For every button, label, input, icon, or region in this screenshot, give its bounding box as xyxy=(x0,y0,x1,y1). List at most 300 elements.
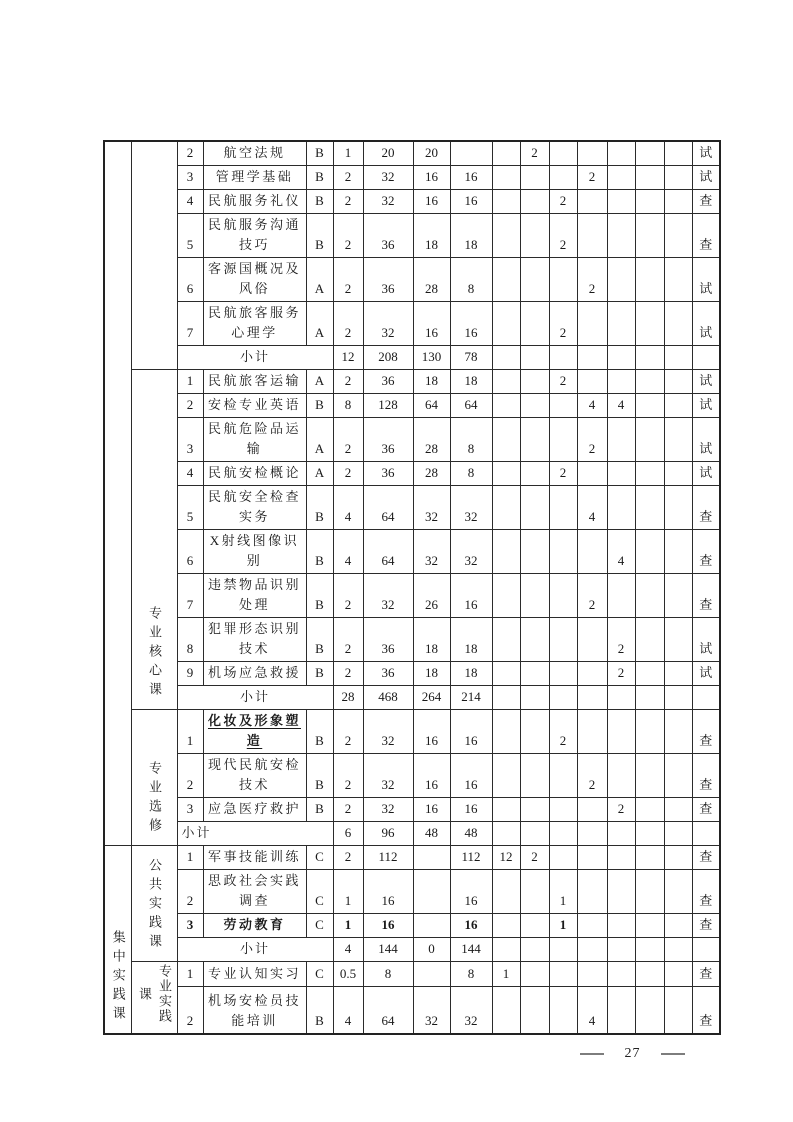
total-hours-cell: 128 xyxy=(363,394,413,418)
assessment-cell: 查 xyxy=(692,870,720,914)
semester-5-cell xyxy=(607,686,635,710)
semester-6-cell xyxy=(635,938,664,962)
theory-hours-cell: 16 xyxy=(413,754,450,798)
subtotal-credit-cell: 6 xyxy=(333,822,363,846)
credit-cell: 2 xyxy=(333,798,363,822)
assessment-cell: 查 xyxy=(692,962,720,987)
course-type-cell: A xyxy=(306,462,333,486)
credit-cell: 1 xyxy=(333,141,363,166)
semester-5-cell xyxy=(607,214,635,258)
practice-hours-cell: 16 xyxy=(450,798,492,822)
semester-1-cell xyxy=(492,530,520,574)
page-number-dash-left xyxy=(580,1053,604,1055)
semester-7-cell xyxy=(664,486,692,530)
row-number-cell: 1 xyxy=(177,962,203,987)
row-number-cell: 6 xyxy=(177,530,203,574)
semester-4-cell xyxy=(577,662,607,686)
semester-7-cell xyxy=(664,686,692,710)
semester-2-cell xyxy=(520,302,549,346)
assessment-cell: 试 xyxy=(692,618,720,662)
semester-5-cell: 2 xyxy=(607,798,635,822)
semester-5-cell xyxy=(607,370,635,394)
semester-4-cell xyxy=(577,370,607,394)
total-hours-cell: 36 xyxy=(363,370,413,394)
course-type-cell: B xyxy=(306,574,333,618)
course-type-cell: A xyxy=(306,302,333,346)
semester-6-cell xyxy=(635,346,664,370)
credit-cell: 2 xyxy=(333,370,363,394)
semester-2-cell xyxy=(520,166,549,190)
semester-4-cell xyxy=(577,302,607,346)
subtotal-theory-hours-cell: 48 xyxy=(413,822,450,846)
semester-4-cell xyxy=(577,914,607,938)
course-type-cell: B xyxy=(306,166,333,190)
assessment-cell xyxy=(692,822,720,846)
credit-cell: 1 xyxy=(333,870,363,914)
assessment-cell: 查 xyxy=(692,214,720,258)
practice-hours-cell: 18 xyxy=(450,618,492,662)
total-hours-cell: 32 xyxy=(363,302,413,346)
assessment-cell: 试 xyxy=(692,258,720,302)
semester-2-cell xyxy=(520,798,549,822)
course-name-cell: 军事技能训练 xyxy=(203,846,306,870)
semester-5-cell xyxy=(607,870,635,914)
course-row xyxy=(104,141,720,166)
semester-1-cell xyxy=(492,662,520,686)
semester-2-cell xyxy=(520,418,549,462)
semester-2-cell xyxy=(520,530,549,574)
semester-2-cell xyxy=(520,618,549,662)
semester-2-cell xyxy=(520,370,549,394)
semester-4-cell xyxy=(577,798,607,822)
total-hours-cell: 32 xyxy=(363,710,413,754)
semester-5-cell xyxy=(607,346,635,370)
semester-4-cell: 2 xyxy=(577,754,607,798)
semester-5-cell xyxy=(607,987,635,1034)
credit-cell: 2 xyxy=(333,710,363,754)
theory-hours-cell: 16 xyxy=(413,302,450,346)
semester-5-cell: 2 xyxy=(607,662,635,686)
semester-3-cell: 2 xyxy=(549,370,577,394)
semester-4-cell xyxy=(577,686,607,710)
row-number-cell: 1 xyxy=(177,710,203,754)
semester-3-cell xyxy=(549,618,577,662)
credit-cell: 2 xyxy=(333,754,363,798)
row-number-cell: 6 xyxy=(177,258,203,302)
semester-6-cell xyxy=(635,754,664,798)
course-row xyxy=(104,190,720,214)
practice-hours-cell: 16 xyxy=(450,302,492,346)
semester-2-cell xyxy=(520,710,549,754)
semester-2-cell: 2 xyxy=(520,141,549,166)
total-hours-cell: 32 xyxy=(363,574,413,618)
semester-2-cell: 2 xyxy=(520,846,549,870)
semester-6-cell xyxy=(635,370,664,394)
theory-hours-cell: 20 xyxy=(413,141,450,166)
theory-hours-cell: 32 xyxy=(413,530,450,574)
total-hours-cell: 64 xyxy=(363,530,413,574)
category-inner-cell-label: 专业实践课 xyxy=(137,964,172,1024)
course-name-cell: 违禁物品识别处理 xyxy=(203,574,306,618)
course-row xyxy=(104,530,720,574)
semester-2-cell xyxy=(520,662,549,686)
total-hours-cell: 32 xyxy=(363,166,413,190)
course-type-cell: B xyxy=(306,141,333,166)
semester-1-cell xyxy=(492,462,520,486)
course-name-cell: 民航旅客服务心理学 xyxy=(203,302,306,346)
row-number-cell: 2 xyxy=(177,870,203,914)
semester-6-cell xyxy=(635,574,664,618)
course-row xyxy=(104,618,720,662)
course-row xyxy=(104,710,720,754)
row-number-cell: 9 xyxy=(177,662,203,686)
theory-hours-cell xyxy=(413,914,450,938)
semester-2-cell xyxy=(520,462,549,486)
course-row xyxy=(104,214,720,258)
course-name-cell: X射线图像识别 xyxy=(203,530,306,574)
semester-3-cell: 1 xyxy=(549,870,577,914)
semester-5-cell xyxy=(607,141,635,166)
theory-hours-cell: 16 xyxy=(413,190,450,214)
credit-cell: 1 xyxy=(333,914,363,938)
semester-6-cell xyxy=(635,166,664,190)
semester-1-cell xyxy=(492,370,520,394)
semester-3-cell xyxy=(549,798,577,822)
practice-hours-cell: 16 xyxy=(450,166,492,190)
semester-7-cell xyxy=(664,662,692,686)
course-row xyxy=(104,914,720,938)
semester-2-cell xyxy=(520,394,549,418)
semester-6-cell xyxy=(635,418,664,462)
subtotal-practice-hours-cell: 48 xyxy=(450,822,492,846)
semester-1-cell xyxy=(492,987,520,1034)
row-number-cell: 7 xyxy=(177,574,203,618)
page-footer xyxy=(580,1045,685,1063)
semester-3-cell: 2 xyxy=(549,462,577,486)
subtotal-total-hours-cell: 468 xyxy=(363,686,413,710)
course-name-cell xyxy=(203,710,306,754)
total-hours-cell: 36 xyxy=(363,462,413,486)
subtotal-total-hours-cell: 96 xyxy=(363,822,413,846)
row-number-cell: 4 xyxy=(177,462,203,486)
semester-4-cell xyxy=(577,846,607,870)
semester-5-cell xyxy=(607,754,635,798)
theory-hours-cell: 64 xyxy=(413,394,450,418)
course-type-cell: C xyxy=(306,914,333,938)
total-hours-cell: 112 xyxy=(363,846,413,870)
semester-1-cell xyxy=(492,754,520,798)
total-hours-cell: 20 xyxy=(363,141,413,166)
practice-hours-cell: 18 xyxy=(450,370,492,394)
theory-hours-cell: 16 xyxy=(413,710,450,754)
semester-5-cell xyxy=(607,938,635,962)
credit-cell: 2 xyxy=(333,302,363,346)
semester-6-cell xyxy=(635,618,664,662)
semester-1-cell xyxy=(492,618,520,662)
semester-1-cell xyxy=(492,190,520,214)
credit-cell: 0.5 xyxy=(333,962,363,987)
course-type-cell: B xyxy=(306,394,333,418)
semester-2-cell xyxy=(520,754,549,798)
semester-1-cell xyxy=(492,710,520,754)
semester-1-cell xyxy=(492,938,520,962)
total-hours-cell: 36 xyxy=(363,662,413,686)
semester-3-cell xyxy=(549,846,577,870)
course-name-cell: 现代民航安检技术 xyxy=(203,754,306,798)
course-name-cell: 思政社会实践调查 xyxy=(203,870,306,914)
semester-1-cell xyxy=(492,486,520,530)
semester-1-cell xyxy=(492,302,520,346)
assessment-cell: 查 xyxy=(692,486,720,530)
semester-3-cell: 2 xyxy=(549,710,577,754)
semester-5-cell xyxy=(607,486,635,530)
semester-4-cell xyxy=(577,710,607,754)
semester-7-cell xyxy=(664,370,692,394)
total-hours-cell: 36 xyxy=(363,214,413,258)
semester-4-cell xyxy=(577,618,607,662)
row-number-cell: 8 xyxy=(177,618,203,662)
semester-5-cell: 4 xyxy=(607,394,635,418)
theory-hours-cell: 18 xyxy=(413,618,450,662)
semester-6-cell xyxy=(635,710,664,754)
course-name-cell-text: 劳动教育 xyxy=(223,917,286,932)
semester-3-cell xyxy=(549,486,577,530)
course-type-cell: B xyxy=(306,710,333,754)
subtotal-total-hours-cell: 144 xyxy=(363,938,413,962)
course-row xyxy=(104,870,720,914)
assessment-cell xyxy=(692,686,720,710)
row-number-cell: 3 xyxy=(177,166,203,190)
semester-6-cell xyxy=(635,822,664,846)
practice-hours-cell: 16 xyxy=(450,914,492,938)
semester-7-cell xyxy=(664,987,692,1034)
assessment-cell: 查 xyxy=(692,190,720,214)
semester-1-cell xyxy=(492,394,520,418)
practice-hours-cell: 16 xyxy=(450,574,492,618)
course-type-cell: A xyxy=(306,258,333,302)
practice-hours-cell: 16 xyxy=(450,754,492,798)
semester-2-cell xyxy=(520,190,549,214)
semester-1-cell: 12 xyxy=(492,846,520,870)
subtotal-label-cell: 小计 xyxy=(177,822,333,846)
semester-4-cell xyxy=(577,141,607,166)
semester-2-cell xyxy=(520,938,549,962)
semester-7-cell xyxy=(664,302,692,346)
subtotal-practice-hours-cell: 144 xyxy=(450,938,492,962)
category-outer-cell xyxy=(104,141,131,846)
subtotal-practice-hours-cell: 214 xyxy=(450,686,492,710)
category-inner-cell-label: 专业核心课 xyxy=(147,606,162,701)
semester-5-cell xyxy=(607,462,635,486)
category-inner-cell-label: 专业选修 xyxy=(147,761,162,837)
assessment-cell: 试 xyxy=(692,141,720,166)
assessment-cell: 查 xyxy=(692,846,720,870)
assessment-cell: 查 xyxy=(692,530,720,574)
semester-6-cell xyxy=(635,914,664,938)
semester-4-cell xyxy=(577,822,607,846)
row-number-cell: 4 xyxy=(177,190,203,214)
semester-2-cell xyxy=(520,258,549,302)
credit-cell: 4 xyxy=(333,486,363,530)
semester-7-cell xyxy=(664,214,692,258)
semester-6-cell xyxy=(635,530,664,574)
credit-cell: 4 xyxy=(333,530,363,574)
semester-1-cell xyxy=(492,346,520,370)
practice-hours-cell xyxy=(450,141,492,166)
semester-3-cell xyxy=(549,574,577,618)
semester-5-cell xyxy=(607,258,635,302)
row-number-cell: 2 xyxy=(177,141,203,166)
semester-3-cell xyxy=(549,166,577,190)
credit-cell: 2 xyxy=(333,418,363,462)
subtotal-label-cell: 小计 xyxy=(177,346,333,370)
row-number-cell: 2 xyxy=(177,394,203,418)
semester-4-cell: 2 xyxy=(577,166,607,190)
course-row xyxy=(104,418,720,462)
theory-hours-cell: 28 xyxy=(413,462,450,486)
assessment-cell: 查 xyxy=(692,798,720,822)
semester-3-cell xyxy=(549,662,577,686)
semester-3-cell xyxy=(549,686,577,710)
semester-2-cell xyxy=(520,914,549,938)
assessment-cell: 试 xyxy=(692,370,720,394)
row-number-cell: 2 xyxy=(177,754,203,798)
semester-3-cell xyxy=(549,530,577,574)
semester-1-cell xyxy=(492,686,520,710)
semester-7-cell xyxy=(664,710,692,754)
course-type-cell: B xyxy=(306,662,333,686)
credit-cell: 4 xyxy=(333,987,363,1034)
semester-3-cell xyxy=(549,394,577,418)
subtotal-row xyxy=(104,938,720,962)
course-name-cell: 专业认知实习 xyxy=(203,962,306,987)
total-hours-cell: 32 xyxy=(363,190,413,214)
semester-7-cell xyxy=(664,418,692,462)
subtotal-theory-hours-cell: 130 xyxy=(413,346,450,370)
row-number-cell: 1 xyxy=(177,846,203,870)
semester-2-cell xyxy=(520,574,549,618)
row-number-cell: 3 xyxy=(177,914,203,938)
semester-7-cell xyxy=(664,618,692,662)
total-hours-cell: 64 xyxy=(363,486,413,530)
semester-5-cell xyxy=(607,166,635,190)
semester-6-cell xyxy=(635,302,664,346)
semester-3-cell: 1 xyxy=(549,914,577,938)
theory-hours-cell: 32 xyxy=(413,486,450,530)
course-row xyxy=(104,486,720,530)
semester-7-cell xyxy=(664,938,692,962)
semester-6-cell xyxy=(635,141,664,166)
assessment-cell: 试 xyxy=(692,166,720,190)
semester-3-cell xyxy=(549,962,577,987)
credit-cell: 8 xyxy=(333,394,363,418)
credit-cell: 2 xyxy=(333,662,363,686)
semester-5-cell xyxy=(607,574,635,618)
course-type-cell: B xyxy=(306,987,333,1034)
category-inner-cell xyxy=(131,962,177,1035)
total-hours-cell: 64 xyxy=(363,987,413,1034)
credit-cell: 2 xyxy=(333,846,363,870)
semester-4-cell: 4 xyxy=(577,394,607,418)
credit-cell: 2 xyxy=(333,166,363,190)
course-name-cell: 民航旅客运输 xyxy=(203,370,306,394)
subtotal-theory-hours-cell: 0 xyxy=(413,938,450,962)
course-type-cell: B xyxy=(306,190,333,214)
category-outer-cell xyxy=(104,846,131,1035)
course-name-cell: 航空法规 xyxy=(203,141,306,166)
subtotal-theory-hours-cell: 264 xyxy=(413,686,450,710)
row-number-cell: 1 xyxy=(177,370,203,394)
semester-6-cell xyxy=(635,214,664,258)
theory-hours-cell xyxy=(413,846,450,870)
subtotal-credit-cell: 4 xyxy=(333,938,363,962)
assessment-cell: 试 xyxy=(692,394,720,418)
subtotal-label-cell: 小计 xyxy=(177,686,333,710)
practice-hours-cell: 64 xyxy=(450,394,492,418)
semester-4-cell xyxy=(577,870,607,914)
category-inner-cell-label: 公共实践课 xyxy=(147,858,162,953)
practice-hours-cell: 16 xyxy=(450,710,492,754)
course-type-cell: B xyxy=(306,618,333,662)
practice-hours-cell: 32 xyxy=(450,486,492,530)
curriculum-table xyxy=(103,140,721,1035)
semester-4-cell xyxy=(577,462,607,486)
course-row xyxy=(104,370,720,394)
semester-3-cell xyxy=(549,258,577,302)
assessment-cell: 查 xyxy=(692,987,720,1034)
semester-7-cell xyxy=(664,141,692,166)
course-name-cell: 应急医疗救护 xyxy=(203,798,306,822)
subtotal-label-cell: 小计 xyxy=(177,938,333,962)
semester-6-cell xyxy=(635,662,664,686)
assessment-cell: 试 xyxy=(692,462,720,486)
semester-6-cell xyxy=(635,846,664,870)
semester-2-cell xyxy=(520,870,549,914)
row-number-cell: 3 xyxy=(177,798,203,822)
semester-6-cell xyxy=(635,258,664,302)
semester-4-cell xyxy=(577,530,607,574)
semester-3-cell xyxy=(549,346,577,370)
subtotal-row xyxy=(104,686,720,710)
semester-7-cell xyxy=(664,190,692,214)
semester-3-cell xyxy=(549,822,577,846)
total-hours-cell: 16 xyxy=(363,870,413,914)
total-hours-cell: 16 xyxy=(363,914,413,938)
semester-4-cell: 4 xyxy=(577,987,607,1034)
course-type-cell: A xyxy=(306,418,333,462)
course-row xyxy=(104,462,720,486)
course-type-cell: B xyxy=(306,486,333,530)
semester-6-cell xyxy=(635,686,664,710)
course-row xyxy=(104,662,720,686)
course-type-cell: C xyxy=(306,846,333,870)
theory-hours-cell xyxy=(413,870,450,914)
total-hours-cell: 36 xyxy=(363,618,413,662)
course-row xyxy=(104,258,720,302)
semester-7-cell xyxy=(664,394,692,418)
semester-4-cell: 2 xyxy=(577,418,607,462)
theory-hours-cell: 18 xyxy=(413,370,450,394)
course-type-cell: B xyxy=(306,754,333,798)
semester-6-cell xyxy=(635,798,664,822)
semester-4-cell xyxy=(577,346,607,370)
semester-5-cell xyxy=(607,846,635,870)
semester-2-cell xyxy=(520,987,549,1034)
theory-hours-cell: 26 xyxy=(413,574,450,618)
category-inner-cell xyxy=(131,370,177,710)
semester-7-cell xyxy=(664,754,692,798)
semester-6-cell xyxy=(635,462,664,486)
